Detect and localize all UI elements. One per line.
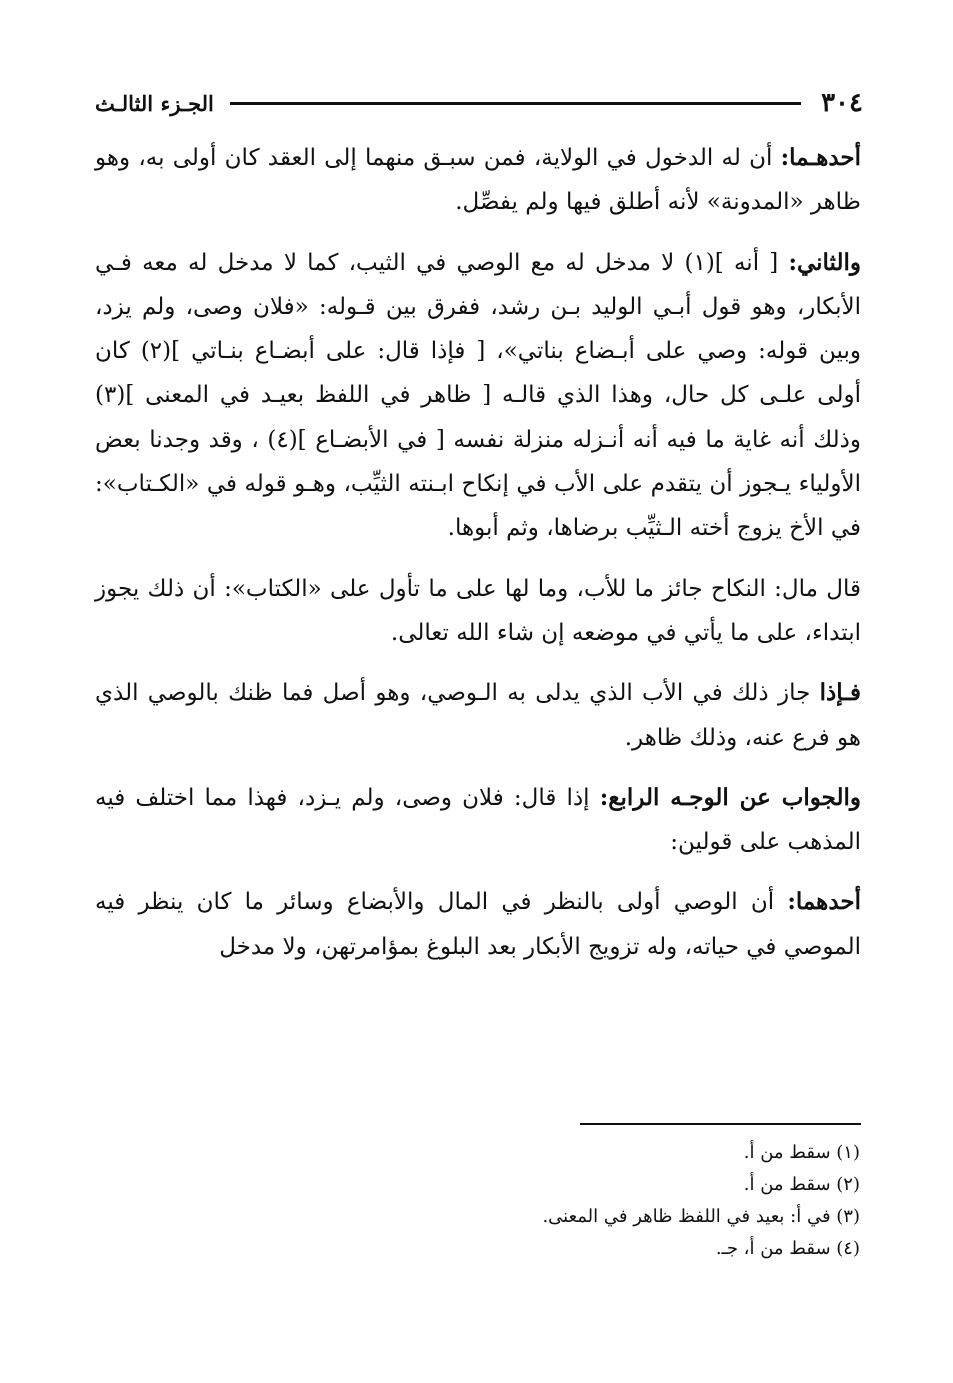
paragraph-second-opinion (95, 241, 861, 551)
paragraph-text: [ أنه ](١) لا مدخل له مع الوصي في الثيب، كما لا مدخل له معه فـي الأبكار، وهو قول أبـي الوليد بـن رشد، ففرق بين قـوله: «فلان وصى، ولم يزد، وبين قوله: وصي على أبـضاع بناتي»، [ فإذا قال: على أبضـاع بنـاتي ](٢) كان أولى علـى كل حال، وهذا الذي قالـه [ ظاهر في اللفظ بعيـد في المعنى ](٣) وذلك أنه غاية ما فيه أنه أنـزله منزلة نفسه [ في الأبضـاع ](٤) ، وقد وجدنا بعض الأولياء يـجوز أن يتقدم على الأب في إنكاح ابـنته الثيِّب، وهـو قوله في «الكـتاب»: في الأخ يزوج أخته الـثيِّب برضاها، وثم أبوها. (95, 249, 862, 542)
footnote-item: (٢) سقط من أ. (743, 1174, 860, 1195)
paragraph-text: جاز ذلك في الأب الذي يدلى به الـوصي، وهو أصل فما ظنك بالوصي الذي هو فرع عنه، وذلك ظاهر. (95, 680, 861, 751)
page-number: ٣٠٤ (821, 88, 863, 118)
paragraph-lead: أحدهـما: (780, 144, 861, 171)
paragraph-lead: فـإذا (819, 679, 861, 707)
footnote-item: (١) سقط من أ. (743, 1142, 860, 1163)
paragraph-lead: والجواب عن الوجـه الرابع: (599, 783, 861, 811)
paragraph-malik (95, 567, 861, 656)
paragraph-fourth-aspect (95, 776, 861, 865)
paragraph-first-opinion (95, 136, 861, 225)
paragraph-text: أن الوصي أولى بالنظر في المال والأبضاع وسائر ما كان ينظر فيه الموصي في حياته، وله تزويج الأبكار بعد البلوغ بمؤامرتهن، ولا مدخل (95, 889, 861, 960)
footnote-divider (580, 1123, 861, 1125)
paragraph-lead: والثاني: (788, 248, 861, 276)
footnote-item: (٤) سقط من أ، جـ. (715, 1238, 860, 1259)
paragraph-lead: أحدهما: (787, 888, 861, 916)
paragraph-text: قال مال: النكاح جائز ما للأب، وما لها على ما تأول على «الكتاب»: أن ذلك يجوز ابتداء، على ما يأتي في موضعه إن شاء الله تعالى. (95, 575, 861, 646)
running-header (95, 86, 863, 120)
paragraph-first-view (95, 880, 861, 969)
volume-title: الجـزء الثالـث (95, 90, 214, 116)
header-rule (230, 102, 801, 105)
main-text (95, 136, 861, 985)
paragraph-conclusion (95, 671, 861, 760)
paragraph-text: إذا قال: فلان وصى، ولم يـزد، فهذا مما اختلف فيه المذهب على قولين: (95, 784, 861, 856)
footnote-item: (٣) في أ: بعيد في اللفظ ظاهر في المعنى. (542, 1206, 860, 1227)
paragraph-text: أن له الدخول في الولاية، فمن سبـق منهما إلى العقد كان أولى به، وهو ظاهر «المدونة» لأنه أطلق فيها ولم يفصِّل. (95, 145, 861, 216)
footnotes (380, 1137, 860, 1265)
